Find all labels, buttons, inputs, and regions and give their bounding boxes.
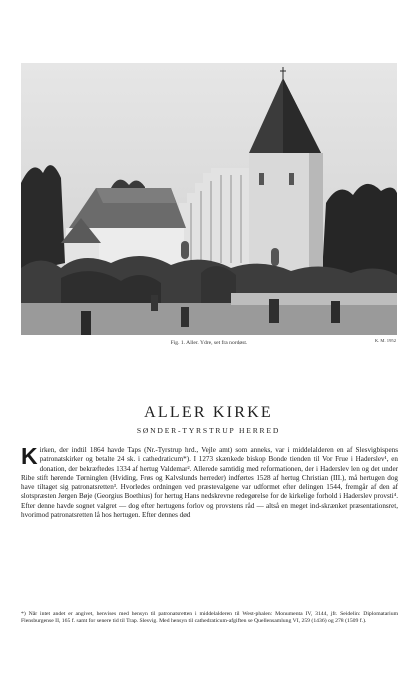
gravestone <box>181 307 189 327</box>
gravestone <box>81 311 91 335</box>
page-title: ALLER KIRKE <box>144 404 273 421</box>
church-photograph <box>21 63 397 335</box>
figure-caption: Fig. 1. Aller. Ydre, set fra nordøst. <box>170 340 248 346</box>
drop-cap: K <box>21 443 38 469</box>
body-paragraph <box>21 443 398 520</box>
gravestone <box>269 299 279 323</box>
church-photograph-drawing <box>21 63 397 335</box>
churchyard-lawn <box>21 303 397 335</box>
gravestone <box>151 295 158 311</box>
footnote: *) Når intet andet er angivet, henvises med hensyn til patronatsretten i middelalderen til West-phalen: Monumenta IV, 3144, jfr. Seidelin: Diplomatarium Flensburgense II, 165 f. samt for senere tid til Trap. Slesvig. Med hensyn til cathedraticum-afgiften se Quellensamlung VI, 259 (1436) og 278 (1509 f.). <box>21 611 398 625</box>
gravestone <box>331 301 340 323</box>
page-subtitle: SØNDER-TYRSTRUP HERRED <box>136 426 281 435</box>
photo-credit: K. M. 1952 <box>374 338 396 343</box>
trees-left <box>21 165 65 273</box>
body-paragraph-text: irken, der indtil 1864 havde Taps (Nr.-Tyrstrup hrd., Vejle amt) som anneks, var i middelalderen en af Slesvigbispens patronatskirker og betalte 24 sk. i cathedraticum*). I 1273 skænkede biskop Bonde tienden til Vor Frue i Haderslev¹, en donation, der bekræftedes 1334 af hertug Valdemar². Allerede samtidig med reformationen, der i Haderslev len og det under Ribe stift hørende Tørninglen (Hviding, Frøs og Kalvslunds herreder) indførtes 1528 af hertug Christian (III.), må hertugen dog have tiltaget sig patronatsretten³. Hvorledes ordningen ved præstevalgene var udformet efter delingen 1544, fremgår af den af slotspræsten Jørgen Bøje (Georgius Boethius) for hertug Hans nedskrevne redegørelse for de kirkelige forhold i Haderslev provsti⁴. Efter denne havde sognet valgret — dog efter hertugens forlov og provstens råd — altså en meget ind-skrænket præsentationsret, hvorimod patronatsretten lå hos hertugen. Efter dennes død <box>21 446 398 520</box>
